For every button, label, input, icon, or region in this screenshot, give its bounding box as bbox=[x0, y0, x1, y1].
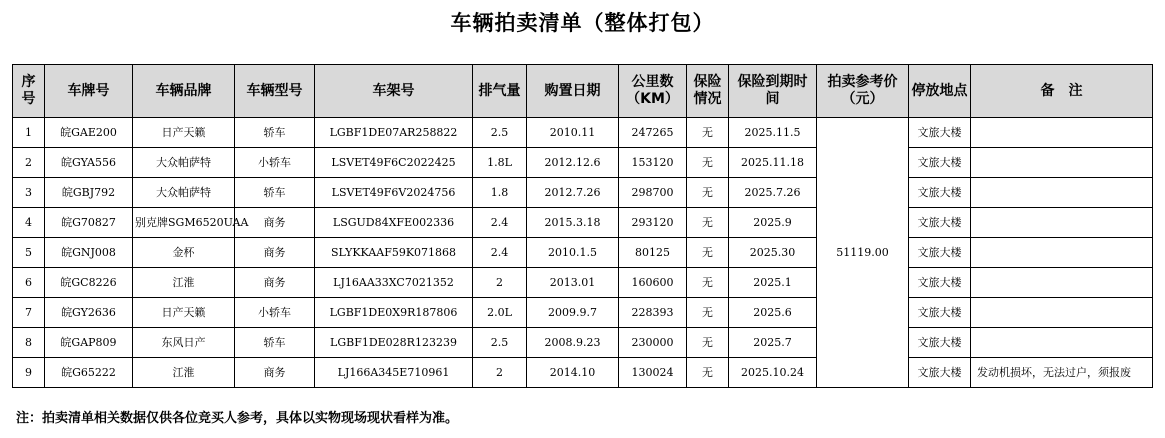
table-row bbox=[13, 238, 1153, 268]
cell-location: 文旅大楼 bbox=[909, 208, 971, 238]
cell-seq: 3 bbox=[13, 178, 45, 208]
cell-displacement: 2.4 bbox=[473, 238, 527, 268]
cell-insurance-expiry: 2025.10.24 bbox=[729, 358, 817, 388]
table-row bbox=[13, 178, 1153, 208]
cell-vin: LJ166A345E710961 bbox=[315, 358, 473, 388]
cell-insurance: 无 bbox=[687, 148, 729, 178]
cell-displacement: 2.5 bbox=[473, 118, 527, 148]
header-remark: 备 注 bbox=[971, 65, 1153, 118]
cell-insurance-expiry: 2025.7 bbox=[729, 328, 817, 358]
cell-insurance: 无 bbox=[687, 298, 729, 328]
cell-type: 商务 bbox=[235, 358, 315, 388]
cell-vin: LSVET49F6V2024756 bbox=[315, 178, 473, 208]
cell-location: 文旅大楼 bbox=[909, 118, 971, 148]
cell-brand: 别克牌SGM6520UAA bbox=[133, 208, 235, 238]
cell-location: 文旅大楼 bbox=[909, 148, 971, 178]
cell-seq: 1 bbox=[13, 118, 45, 148]
cell-seq: 8 bbox=[13, 328, 45, 358]
cell-displacement: 2.5 bbox=[473, 328, 527, 358]
cell-brand: 日产天籁 bbox=[133, 298, 235, 328]
cell-insurance-expiry: 2025.11.18 bbox=[729, 148, 817, 178]
cell-brand: 大众帕萨特 bbox=[133, 178, 235, 208]
cell-brand: 日产天籁 bbox=[133, 118, 235, 148]
cell-remark bbox=[971, 208, 1153, 238]
cell-brand: 东风日产 bbox=[133, 328, 235, 358]
cell-mileage: 160600 bbox=[619, 268, 687, 298]
cell-plate: 皖G65222 bbox=[45, 358, 133, 388]
cell-insurance: 无 bbox=[687, 178, 729, 208]
table-body bbox=[13, 118, 1153, 388]
cell-plate: 皖GAE200 bbox=[45, 118, 133, 148]
cell-displacement: 2.4 bbox=[473, 208, 527, 238]
cell-insurance-expiry: 2025.9 bbox=[729, 208, 817, 238]
cell-displacement: 2 bbox=[473, 358, 527, 388]
cell-plate: 皖G70827 bbox=[45, 208, 133, 238]
cell-type: 小轿车 bbox=[235, 148, 315, 178]
cell-plate: 皖GY2636 bbox=[45, 298, 133, 328]
cell-type: 轿车 bbox=[235, 178, 315, 208]
cell-insurance-expiry: 2025.6 bbox=[729, 298, 817, 328]
header-brand: 车辆品牌 bbox=[133, 65, 235, 118]
cell-insurance: 无 bbox=[687, 358, 729, 388]
cell-remark bbox=[971, 328, 1153, 358]
cell-displacement: 1.8L bbox=[473, 148, 527, 178]
cell-seq: 2 bbox=[13, 148, 45, 178]
header-displacement: 排气量 bbox=[473, 65, 527, 118]
cell-remark bbox=[971, 118, 1153, 148]
cell-type: 商务 bbox=[235, 238, 315, 268]
cell-location: 文旅大楼 bbox=[909, 238, 971, 268]
header-location: 停放地点 bbox=[909, 65, 971, 118]
cell-displacement: 2 bbox=[473, 268, 527, 298]
cell-brand: 金杯 bbox=[133, 238, 235, 268]
header-plate: 车牌号 bbox=[45, 65, 133, 118]
cell-purchase-date: 2012.12.6 bbox=[527, 148, 619, 178]
table-row bbox=[13, 148, 1153, 178]
cell-vin: LGBF1DE028R123239 bbox=[315, 328, 473, 358]
cell-mileage: 130024 bbox=[619, 358, 687, 388]
cell-purchase-date: 2009.9.7 bbox=[527, 298, 619, 328]
table-row bbox=[13, 208, 1153, 238]
cell-location: 文旅大楼 bbox=[909, 328, 971, 358]
cell-type: 商务 bbox=[235, 268, 315, 298]
cell-purchase-date: 2015.3.18 bbox=[527, 208, 619, 238]
cell-remark bbox=[971, 178, 1153, 208]
cell-brand: 江淮 bbox=[133, 358, 235, 388]
cell-type: 轿车 bbox=[235, 328, 315, 358]
cell-insurance-expiry: 2025.1 bbox=[729, 268, 817, 298]
cell-vin: LSGUD84XFE002336 bbox=[315, 208, 473, 238]
table-row bbox=[13, 328, 1153, 358]
cell-brand: 江淮 bbox=[133, 268, 235, 298]
cell-mileage: 230000 bbox=[619, 328, 687, 358]
table-row bbox=[13, 358, 1153, 388]
cell-mileage: 80125 bbox=[619, 238, 687, 268]
cell-location: 文旅大楼 bbox=[909, 178, 971, 208]
cell-displacement: 2.0L bbox=[473, 298, 527, 328]
cell-insurance: 无 bbox=[687, 238, 729, 268]
cell-mileage: 228393 bbox=[619, 298, 687, 328]
vehicle-auction-table bbox=[12, 64, 1153, 388]
cell-purchase-date: 2008.9.23 bbox=[527, 328, 619, 358]
cell-purchase-date: 2014.10 bbox=[527, 358, 619, 388]
header-insurance: 保险情况 bbox=[687, 65, 729, 118]
cell-mileage: 153120 bbox=[619, 148, 687, 178]
cell-purchase-date: 2010.1.5 bbox=[527, 238, 619, 268]
header-seq: 序号 bbox=[13, 65, 45, 118]
cell-remark bbox=[971, 238, 1153, 268]
cell-plate: 皖GC8226 bbox=[45, 268, 133, 298]
header-insurance-expiry: 保险到期时间 bbox=[729, 65, 817, 118]
cell-plate: 皖GBJ792 bbox=[45, 178, 133, 208]
cell-type: 商务 bbox=[235, 208, 315, 238]
cell-purchase-date: 2010.11 bbox=[527, 118, 619, 148]
table-header-row bbox=[13, 65, 1153, 118]
cell-remark bbox=[971, 268, 1153, 298]
cell-vin: SLYKKAAF59K071868 bbox=[315, 238, 473, 268]
cell-remark bbox=[971, 148, 1153, 178]
table-row bbox=[13, 298, 1153, 328]
cell-remark bbox=[971, 298, 1153, 328]
cell-type: 小轿车 bbox=[235, 298, 315, 328]
cell-insurance-expiry: 2025.30 bbox=[729, 238, 817, 268]
header-mileage: 公里数（KM） bbox=[619, 65, 687, 118]
cell-seq: 4 bbox=[13, 208, 45, 238]
cell-plate: 皖GNJ008 bbox=[45, 238, 133, 268]
cell-plate: 皖GAP809 bbox=[45, 328, 133, 358]
cell-insurance: 无 bbox=[687, 208, 729, 238]
cell-displacement: 1.8 bbox=[473, 178, 527, 208]
cell-purchase-date: 2013.01 bbox=[527, 268, 619, 298]
cell-insurance: 无 bbox=[687, 268, 729, 298]
footnote: 注：拍卖清单相关数据仅供各位竞买人参考，具体以实物现场现状看样为准。 bbox=[16, 411, 459, 426]
cell-location: 文旅大楼 bbox=[909, 298, 971, 328]
cell-vin: LGBF1DE07AR258822 bbox=[315, 118, 473, 148]
header-type: 车辆型号 bbox=[235, 65, 315, 118]
cell-type: 轿车 bbox=[235, 118, 315, 148]
cell-purchase-date: 2012.7.26 bbox=[527, 178, 619, 208]
cell-vin: LGBF1DE0X9R187806 bbox=[315, 298, 473, 328]
table-row bbox=[13, 268, 1153, 298]
cell-insurance-expiry: 2025.7.26 bbox=[729, 178, 817, 208]
cell-remark: 发动机损坏，无法过户，须报废 bbox=[971, 358, 1153, 388]
cell-mileage: 293120 bbox=[619, 208, 687, 238]
document-title: 车辆拍卖清单（整体打包） bbox=[450, 11, 715, 35]
header-price: 拍卖参考价（元） bbox=[817, 65, 909, 118]
cell-seq: 9 bbox=[13, 358, 45, 388]
header-purchase-date: 购置日期 bbox=[527, 65, 619, 118]
cell-insurance: 无 bbox=[687, 118, 729, 148]
cell-mileage: 298700 bbox=[619, 178, 687, 208]
header-vin: 车架号 bbox=[315, 65, 473, 118]
cell-brand: 大众帕萨特 bbox=[133, 148, 235, 178]
cell-price: 51119.00 bbox=[817, 118, 909, 388]
cell-vin: LJ16AA33XC7021352 bbox=[315, 268, 473, 298]
cell-location: 文旅大楼 bbox=[909, 268, 971, 298]
cell-seq: 5 bbox=[13, 238, 45, 268]
cell-insurance-expiry: 2025.11.5 bbox=[729, 118, 817, 148]
cell-vin: LSVET49F6C2022425 bbox=[315, 148, 473, 178]
cell-mileage: 247265 bbox=[619, 118, 687, 148]
cell-location: 文旅大楼 bbox=[909, 358, 971, 388]
cell-plate: 皖GYA556 bbox=[45, 148, 133, 178]
cell-seq: 7 bbox=[13, 298, 45, 328]
cell-seq: 6 bbox=[13, 268, 45, 298]
table-row bbox=[13, 118, 1153, 148]
cell-insurance: 无 bbox=[687, 328, 729, 358]
